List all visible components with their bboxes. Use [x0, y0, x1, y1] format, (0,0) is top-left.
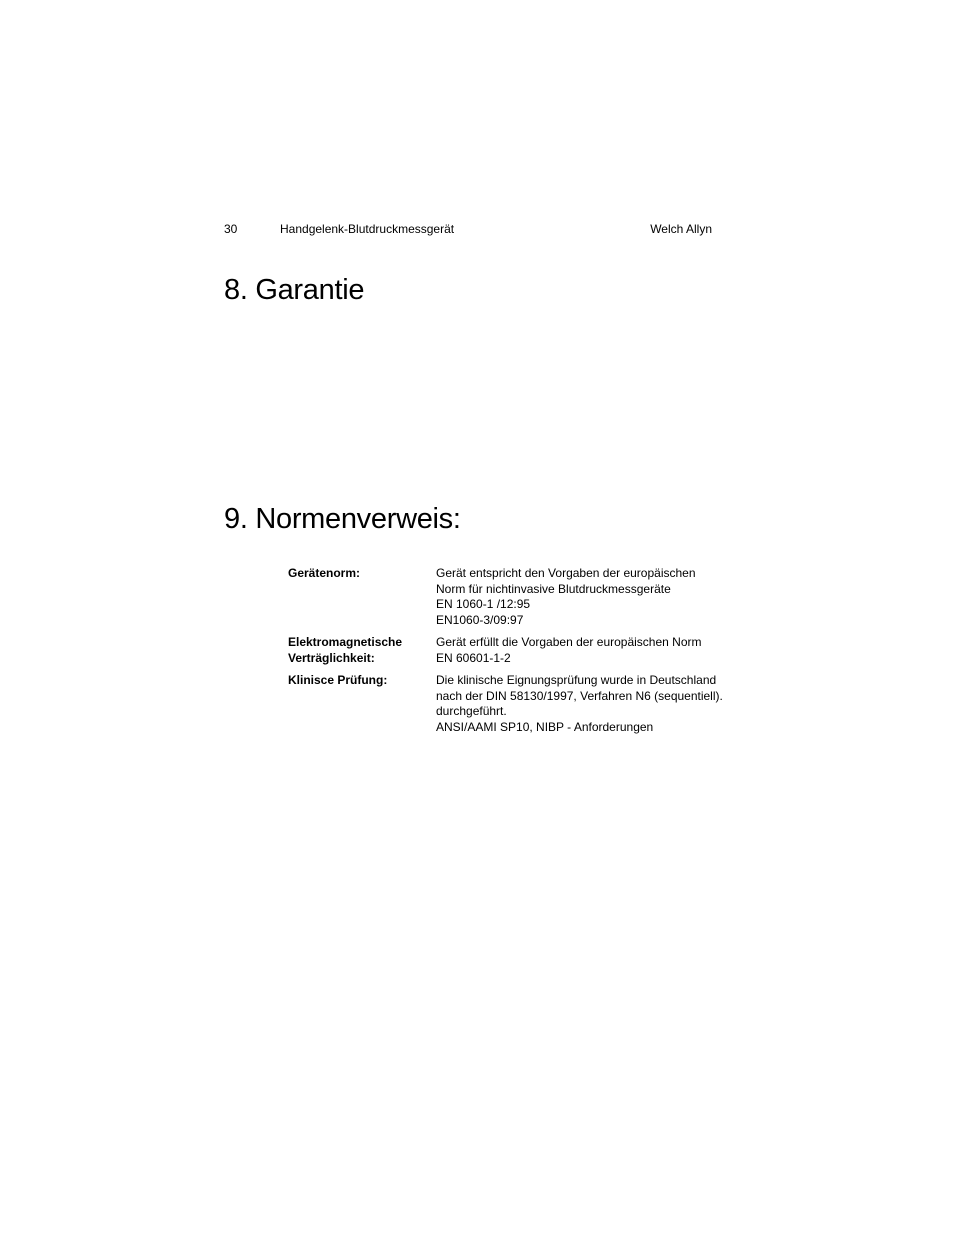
norm-value-line: EN 1060-1 /12:95	[436, 597, 531, 611]
norm-value-line: ANSI/AAMI SP10, NIBP - Anforderungen	[436, 719, 654, 734]
company-name: Welch Allyn	[650, 222, 712, 236]
norm-label-line: Elektromagnetische	[288, 635, 403, 649]
norm-label	[288, 566, 436, 628]
norm-value	[436, 673, 723, 735]
norm-label	[288, 673, 436, 735]
section-heading-garantie: 8. Garantie	[224, 274, 365, 306]
running-title: Handgelenk-Blutdruckmessgerät	[280, 222, 455, 236]
norm-label-line: Verträglichkeit:	[288, 650, 375, 665]
norm-value-line: Norm für nichtinvasive Blutdruckmessgeräte	[436, 581, 671, 596]
norm-row-klinische-pruefung	[288, 673, 723, 735]
section-heading-normenverweis: 9. Normenverweis:	[224, 503, 461, 535]
norm-value-line: durchgeführt.	[436, 704, 507, 718]
norm-row-emv	[288, 635, 718, 666]
page-header	[224, 221, 712, 239]
norm-row-geraetenorm	[288, 566, 718, 628]
norm-value	[436, 635, 718, 666]
norm-value-line: Gerät entspricht den Vorgaben der europäischen	[436, 566, 696, 580]
norm-label	[288, 635, 436, 666]
page-number: 30	[224, 222, 238, 236]
norm-value-line: EN 60601-1-2	[436, 650, 511, 665]
norm-value-line: EN1060-3/09:97	[436, 612, 524, 627]
norm-value-line: Gerät erfüllt die Vorgaben der europäischen Norm	[436, 635, 702, 649]
norm-table	[288, 566, 723, 742]
norm-value-line: Die klinische Eignungsprüfung wurde in Deutschland	[436, 673, 717, 687]
norm-label-line: Klinisce Prüfung:	[288, 673, 388, 687]
norm-label-line: Gerätenorm:	[288, 566, 361, 580]
norm-value	[436, 566, 718, 628]
norm-value-line: nach der DIN 58130/1997, Verfahren N6 (sequentiell).	[436, 688, 723, 703]
